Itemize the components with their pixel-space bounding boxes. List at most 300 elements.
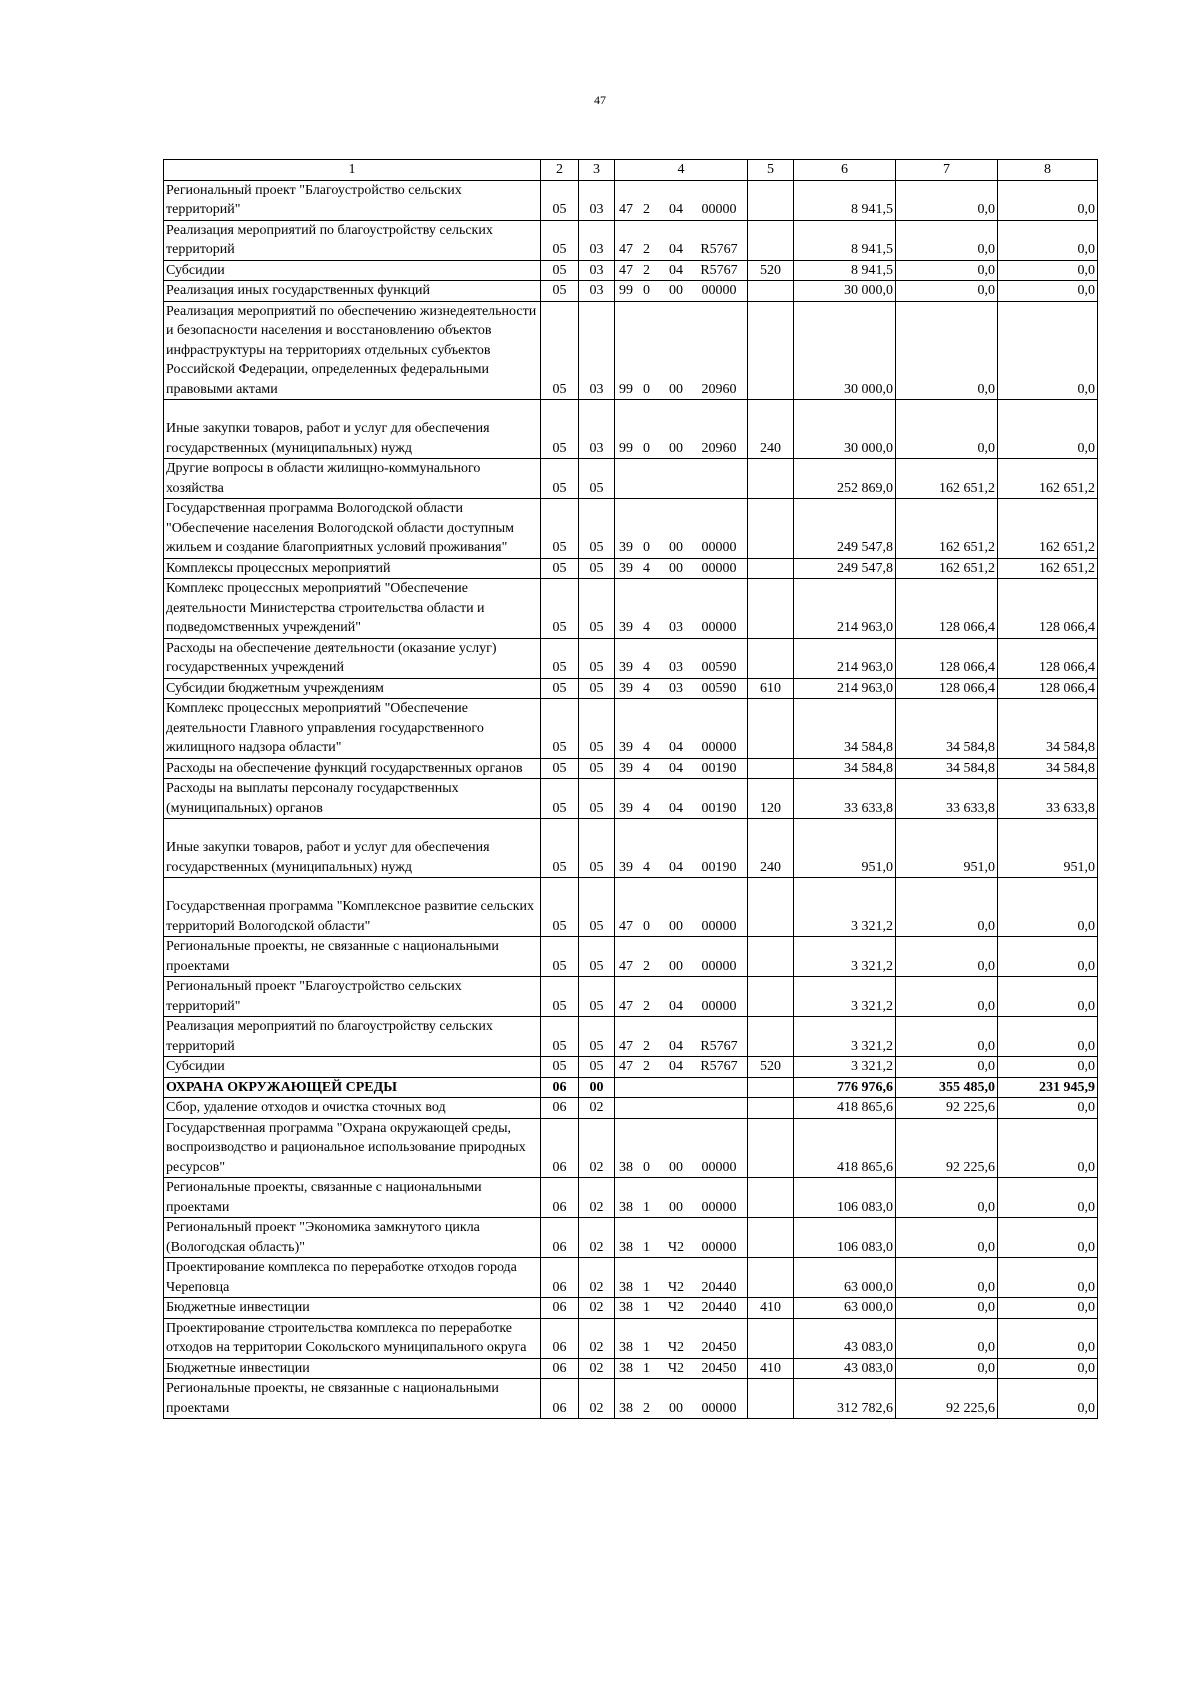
direction-code: 00190 (701, 760, 737, 776)
amount-year-2: 355 485,0 (896, 1077, 998, 1098)
direction-code: 20440 (701, 1279, 737, 1295)
amount-year-2: 0,0 (896, 977, 998, 1017)
program-code: 39 (619, 680, 633, 696)
table-row (164, 301, 1098, 400)
amount-year-1: 8 941,5 (794, 220, 896, 260)
target-article-code (615, 1017, 748, 1057)
direction-code: R5767 (700, 1059, 738, 1074)
subprogram-code: 2 (643, 202, 650, 217)
budget-table (163, 159, 1098, 1419)
table-row (164, 1098, 1098, 1119)
direction-code: R5767 (700, 262, 738, 278)
project-code: 04 (669, 760, 683, 776)
target-article-code (615, 459, 748, 499)
amount-year-3: 0,0 (998, 180, 1098, 220)
column-header: 1 (164, 160, 541, 181)
expense-type-code (748, 937, 794, 977)
target-article-code (615, 758, 748, 779)
target-article-code (615, 281, 748, 302)
project-code: 00 (669, 560, 683, 576)
project-code: Ч2 (667, 1239, 685, 1255)
program-code: 47 (619, 202, 633, 217)
amount-year-2: 162 651,2 (896, 499, 998, 559)
section-code: 06 (541, 1218, 579, 1258)
program-code: 39 (619, 859, 633, 875)
column-header: 6 (794, 160, 896, 181)
project-code: 00 (669, 540, 683, 555)
amount-year-2: 0,0 (896, 260, 998, 281)
subprogram-code: 1 (643, 1360, 650, 1376)
target-article-code (615, 499, 748, 559)
amount-year-1: 8 941,5 (794, 180, 896, 220)
row-name: Комплексы процессных мероприятий (166, 560, 391, 576)
section-code: 06 (541, 1298, 579, 1319)
section-code: 05 (541, 878, 579, 937)
target-article-code (615, 638, 748, 678)
row-name-cell (164, 400, 541, 459)
amount-year-2: 0,0 (896, 301, 998, 400)
row-name: Иные закупки товаров, работ и услуг для обеспечения государственных (муниципальных) нужд (166, 421, 490, 456)
program-code: 38 (619, 1340, 633, 1355)
direction-code: 00000 (701, 918, 737, 934)
subprogram-code: 2 (643, 958, 650, 974)
table-row (164, 281, 1098, 302)
column-header: 2 (541, 160, 579, 181)
amount-year-2: 128 066,4 (896, 579, 998, 639)
program-code: 99 (619, 381, 633, 397)
row-name-cell (164, 1057, 541, 1078)
project-code: 04 (669, 740, 683, 755)
subprogram-code: 1 (643, 1300, 650, 1315)
row-name: Реализация мероприятий по обеспечению жизнедеятельности и безопасности населения и восстановлению объектов инфраструктуры на территориях отдельных субъектов Российской Федерации, определенных федеральными правовыми актами (166, 303, 537, 397)
section-code: 06 (541, 1077, 579, 1098)
row-name: Государственная программа "Охрана окружающей среды, воспроизводство и рациональное использование природных ресурсов" (166, 1120, 526, 1175)
section-code: 06 (541, 1318, 579, 1358)
subsection-code: 02 (579, 1118, 615, 1178)
subsection-code: 05 (579, 699, 615, 759)
direction-code: 00000 (701, 620, 737, 635)
section-code: 05 (541, 819, 579, 878)
project-code: 04 (669, 242, 683, 257)
amount-year-1: 8 941,5 (794, 260, 896, 281)
target-article-code (615, 1178, 748, 1218)
subsection-code: 05 (579, 937, 615, 977)
row-name-cell (164, 1178, 541, 1218)
subprogram-code: 0 (643, 540, 650, 555)
amount-year-3: 128 066,4 (998, 579, 1098, 639)
amount-year-1: 249 547,8 (794, 558, 896, 579)
amount-year-3: 0,0 (998, 400, 1098, 459)
amount-year-1: 214 963,0 (794, 638, 896, 678)
target-article-code (615, 977, 748, 1017)
row-name-cell (164, 558, 541, 579)
amount-year-2: 128 066,4 (896, 678, 998, 699)
table-row (164, 1379, 1098, 1419)
amount-year-3: 0,0 (998, 1118, 1098, 1178)
subsection-code: 05 (579, 558, 615, 579)
amount-year-3: 0,0 (998, 1318, 1098, 1358)
expense-type-code (748, 1318, 794, 1358)
section-code: 06 (541, 1118, 579, 1178)
target-article-code (615, 220, 748, 260)
section-code: 06 (541, 1178, 579, 1218)
program-code: 47 (619, 958, 633, 974)
amount-year-3: 0,0 (998, 1258, 1098, 1298)
amount-year-1: 43 083,0 (794, 1358, 896, 1379)
subsection-code: 05 (579, 579, 615, 639)
table-row (164, 819, 1098, 878)
row-name-cell (164, 499, 541, 559)
row-name: Комплекс процессных мероприятий "Обеспечение деятельности Министерства строительства области и подведомственных учреждений" (166, 581, 485, 635)
row-name-cell (164, 1379, 541, 1419)
expense-type-code (748, 1258, 794, 1298)
amount-year-1: 776 976,6 (794, 1077, 896, 1098)
project-code: Ч2 (667, 1279, 685, 1295)
section-code: 06 (541, 1098, 579, 1119)
project-code: 04 (669, 998, 683, 1014)
program-code: 47 (619, 1038, 633, 1054)
amount-year-3: 0,0 (998, 220, 1098, 260)
program-code: 47 (619, 242, 633, 257)
section-code: 05 (541, 558, 579, 579)
section-code: 05 (541, 638, 579, 678)
amount-year-3: 0,0 (998, 1017, 1098, 1057)
amount-year-2: 0,0 (896, 1358, 998, 1379)
section-code: 05 (541, 499, 579, 559)
section-code: 05 (541, 281, 579, 302)
amount-year-2: 34 584,8 (896, 699, 998, 759)
program-code: 39 (619, 760, 633, 776)
project-code: 00 (669, 1199, 683, 1215)
subprogram-code: 1 (643, 1340, 650, 1355)
row-name-cell (164, 1298, 541, 1319)
row-name-cell (164, 260, 541, 281)
amount-year-2: 92 225,6 (896, 1379, 998, 1419)
table-row (164, 678, 1098, 699)
project-code: Ч2 (667, 1340, 685, 1355)
target-article-code (615, 699, 748, 759)
subsection-code: 05 (579, 499, 615, 559)
amount-year-2: 0,0 (896, 1017, 998, 1057)
section-code: 05 (541, 579, 579, 639)
program-code: 39 (619, 540, 633, 555)
project-code: 00 (669, 283, 683, 298)
direction-code: 00000 (701, 998, 737, 1014)
amount-year-2: 34 584,8 (896, 758, 998, 779)
subprogram-code: 2 (643, 1038, 650, 1054)
amount-year-1: 43 083,0 (794, 1318, 896, 1358)
subsection-code: 03 (579, 180, 615, 220)
row-name-cell (164, 579, 541, 639)
expense-type-code (748, 758, 794, 779)
expense-type-code (748, 459, 794, 499)
subprogram-code: 1 (643, 1239, 650, 1255)
row-name-cell (164, 281, 541, 302)
expense-type-code (748, 558, 794, 579)
program-code: 99 (619, 283, 633, 298)
program-code: 47 (619, 998, 633, 1014)
row-name-cell (164, 699, 541, 759)
amount-year-1: 30 000,0 (794, 301, 896, 400)
project-code: 00 (669, 381, 683, 397)
target-article-code (615, 1258, 748, 1298)
amount-year-1: 3 321,2 (794, 1017, 896, 1057)
direction-code: 00000 (701, 740, 737, 755)
project-code: 03 (669, 680, 683, 696)
amount-year-1: 30 000,0 (794, 281, 896, 302)
row-name: Бюджетные инвестиции (166, 1300, 310, 1315)
target-article-code (615, 779, 748, 819)
target-article-code (615, 1218, 748, 1258)
row-name: Иные закупки товаров, работ и услуг для обеспечения государственных (муниципальных) нужд (166, 840, 490, 875)
amount-year-1: 418 865,6 (794, 1118, 896, 1178)
subprogram-code: 4 (643, 800, 650, 816)
direction-code: 00000 (701, 560, 737, 576)
target-article-code (615, 1057, 748, 1078)
subprogram-code: 2 (643, 1059, 650, 1074)
project-code: 04 (669, 800, 683, 816)
row-name-cell (164, 678, 541, 699)
amount-year-2: 33 633,8 (896, 779, 998, 819)
target-article-code (615, 878, 748, 937)
subprogram-code: 4 (643, 760, 650, 776)
row-name: Бюджетные инвестиции (166, 1360, 310, 1376)
row-name-cell (164, 1318, 541, 1358)
amount-year-2: 0,0 (896, 281, 998, 302)
project-code: 04 (669, 202, 683, 217)
program-code: 99 (619, 440, 633, 456)
subprogram-code: 4 (643, 859, 650, 875)
expense-type-code (748, 1118, 794, 1178)
expense-type-code (748, 1379, 794, 1419)
amount-year-3: 162 651,2 (998, 499, 1098, 559)
subsection-code: 05 (579, 1057, 615, 1078)
table-row (164, 499, 1098, 559)
row-name-cell (164, 1258, 541, 1298)
subsection-code: 05 (579, 638, 615, 678)
page-number: 47 (594, 93, 606, 107)
expense-type-code (748, 499, 794, 559)
amount-year-3: 0,0 (998, 301, 1098, 400)
program-code: 47 (619, 918, 633, 934)
amount-year-2: 0,0 (896, 1178, 998, 1218)
project-code: 04 (669, 1059, 683, 1074)
subsection-code: 02 (579, 1258, 615, 1298)
subsection-code: 02 (579, 1318, 615, 1358)
program-code: 38 (619, 1239, 633, 1255)
target-article-code (615, 579, 748, 639)
row-name: Другие вопросы в области жилищно-коммунального хозяйства (166, 461, 481, 496)
expense-type-code: 240 (748, 819, 794, 878)
table-row (164, 699, 1098, 759)
amount-year-3: 128 066,4 (998, 638, 1098, 678)
table-row (164, 220, 1098, 260)
section-code: 05 (541, 779, 579, 819)
row-name: Расходы на обеспечение деятельности (оказание услуг) государственных учреждений (166, 640, 497, 675)
target-article-code (615, 1098, 748, 1119)
direction-code: 00000 (701, 958, 737, 974)
budget-table-body (164, 180, 1098, 1419)
target-article-code (615, 937, 748, 977)
expense-type-code: 410 (748, 1358, 794, 1379)
row-name-cell (164, 878, 541, 937)
direction-code: 00000 (701, 1159, 737, 1175)
section-code: 06 (541, 1358, 579, 1379)
amount-year-3: 33 633,8 (998, 779, 1098, 819)
project-code: 00 (669, 440, 683, 456)
expense-type-code: 520 (748, 260, 794, 281)
section-code: 05 (541, 937, 579, 977)
amount-year-3: 0,0 (998, 1358, 1098, 1379)
subsection-code: 02 (579, 1098, 615, 1119)
row-name-cell (164, 1218, 541, 1258)
subsection-code: 05 (579, 779, 615, 819)
section-code: 05 (541, 260, 579, 281)
subsection-code: 03 (579, 281, 615, 302)
subsection-code: 00 (579, 1077, 615, 1098)
subsection-code: 05 (579, 459, 615, 499)
amount-year-3: 34 584,8 (998, 699, 1098, 759)
target-article-code (615, 1358, 748, 1379)
direction-code: R5767 (700, 242, 738, 257)
subsection-code: 02 (579, 1379, 615, 1419)
subsection-code: 05 (579, 878, 615, 937)
table-row (164, 1218, 1098, 1258)
amount-year-1: 418 865,6 (794, 1098, 896, 1119)
table-row (164, 758, 1098, 779)
amount-year-2: 92 225,6 (896, 1098, 998, 1119)
expense-type-code (748, 1098, 794, 1119)
amount-year-3: 0,0 (998, 878, 1098, 937)
amount-year-3: 0,0 (998, 1298, 1098, 1319)
amount-year-1: 249 547,8 (794, 499, 896, 559)
amount-year-1: 106 083,0 (794, 1178, 896, 1218)
direction-code: 00000 (701, 283, 737, 298)
program-code: 38 (619, 1300, 633, 1315)
row-name: Расходы на выплаты персоналу государственных (муниципальных) органов (166, 781, 459, 816)
program-code: 47 (619, 1059, 633, 1074)
amount-year-2: 0,0 (896, 1258, 998, 1298)
subprogram-code: 0 (643, 381, 650, 397)
table-row (164, 459, 1098, 499)
program-code: 38 (619, 1360, 633, 1376)
amount-year-3: 231 945,9 (998, 1077, 1098, 1098)
target-article-code (615, 260, 748, 281)
target-article-code (615, 1379, 748, 1419)
expense-type-code: 520 (748, 1057, 794, 1078)
subsection-code: 03 (579, 301, 615, 400)
expense-type-code (748, 1178, 794, 1218)
direction-code: R5767 (700, 1038, 738, 1054)
amount-year-3: 0,0 (998, 260, 1098, 281)
column-header: 4 (615, 160, 748, 181)
subprogram-code: 2 (643, 1400, 650, 1416)
direction-code: 00000 (701, 1239, 737, 1255)
program-code: 47 (619, 262, 633, 278)
row-name-cell (164, 819, 541, 878)
subsection-code: 03 (579, 220, 615, 260)
row-name-cell (164, 779, 541, 819)
expense-type-code (748, 220, 794, 260)
table-row (164, 260, 1098, 281)
table-row (164, 937, 1098, 977)
row-name-cell (164, 459, 541, 499)
table-row (164, 579, 1098, 639)
table-row (164, 1298, 1098, 1319)
row-name: Субсидии бюджетным учреждениям (166, 680, 384, 696)
direction-code: 00000 (701, 202, 737, 217)
subprogram-code: 4 (643, 680, 650, 696)
project-code: Ч2 (667, 1360, 685, 1376)
subsection-code: 02 (579, 1358, 615, 1379)
amount-year-2: 0,0 (896, 220, 998, 260)
row-name: Государственная программа Вологодской области "Обеспечение населения Вологодской области доступным жильем и создание благоприятных условий проживания" (166, 501, 514, 555)
project-code: 03 (669, 620, 683, 635)
expense-type-code (748, 180, 794, 220)
expense-type-code (748, 1017, 794, 1057)
amount-year-1: 3 321,2 (794, 1057, 896, 1078)
amount-year-1: 30 000,0 (794, 400, 896, 459)
expense-type-code: 120 (748, 779, 794, 819)
direction-code: 00000 (701, 540, 737, 555)
row-name-cell (164, 1098, 541, 1119)
amount-year-1: 3 321,2 (794, 878, 896, 937)
direction-code: 00190 (701, 800, 737, 816)
table-row (164, 1017, 1098, 1057)
subprogram-code: 4 (643, 660, 650, 675)
row-name-cell (164, 220, 541, 260)
amount-year-1: 214 963,0 (794, 579, 896, 639)
table-row (164, 878, 1098, 937)
amount-year-1: 951,0 (794, 819, 896, 878)
amount-year-1: 63 000,0 (794, 1258, 896, 1298)
row-name: Реализация мероприятий по благоустройству сельских территорий (166, 222, 493, 257)
program-code: 39 (619, 620, 633, 635)
amount-year-3: 951,0 (998, 819, 1098, 878)
row-name: Субсидии (166, 262, 225, 278)
section-code: 06 (541, 1379, 579, 1419)
expense-type-code (748, 579, 794, 639)
subsection-code: 02 (579, 1218, 615, 1258)
section-code: 05 (541, 977, 579, 1017)
direction-code: 20450 (701, 1340, 737, 1355)
project-code: 04 (669, 859, 683, 875)
target-article-code (615, 1318, 748, 1358)
amount-year-2: 92 225,6 (896, 1118, 998, 1178)
row-name-cell (164, 301, 541, 400)
expense-type-code (748, 281, 794, 302)
table-row (164, 1258, 1098, 1298)
direction-code: 20450 (701, 1360, 737, 1376)
subsection-code: 05 (579, 758, 615, 779)
program-code: 39 (619, 660, 633, 675)
subsection-code: 03 (579, 260, 615, 281)
target-article-code (615, 301, 748, 400)
amount-year-2: 128 066,4 (896, 638, 998, 678)
row-name-cell (164, 977, 541, 1017)
expense-type-code (748, 977, 794, 1017)
expense-type-code (748, 638, 794, 678)
subsection-code: 05 (579, 819, 615, 878)
row-name-cell (164, 1077, 541, 1098)
direction-code: 20440 (701, 1300, 737, 1315)
row-name: Расходы на обеспечение функций государственных органов (166, 760, 523, 776)
row-name: Региональный проект "Благоустройство сельских территорий" (166, 979, 462, 1014)
direction-code: 00190 (701, 859, 737, 875)
program-code: 39 (619, 740, 633, 755)
target-article-code (615, 180, 748, 220)
amount-year-1: 34 584,8 (794, 758, 896, 779)
